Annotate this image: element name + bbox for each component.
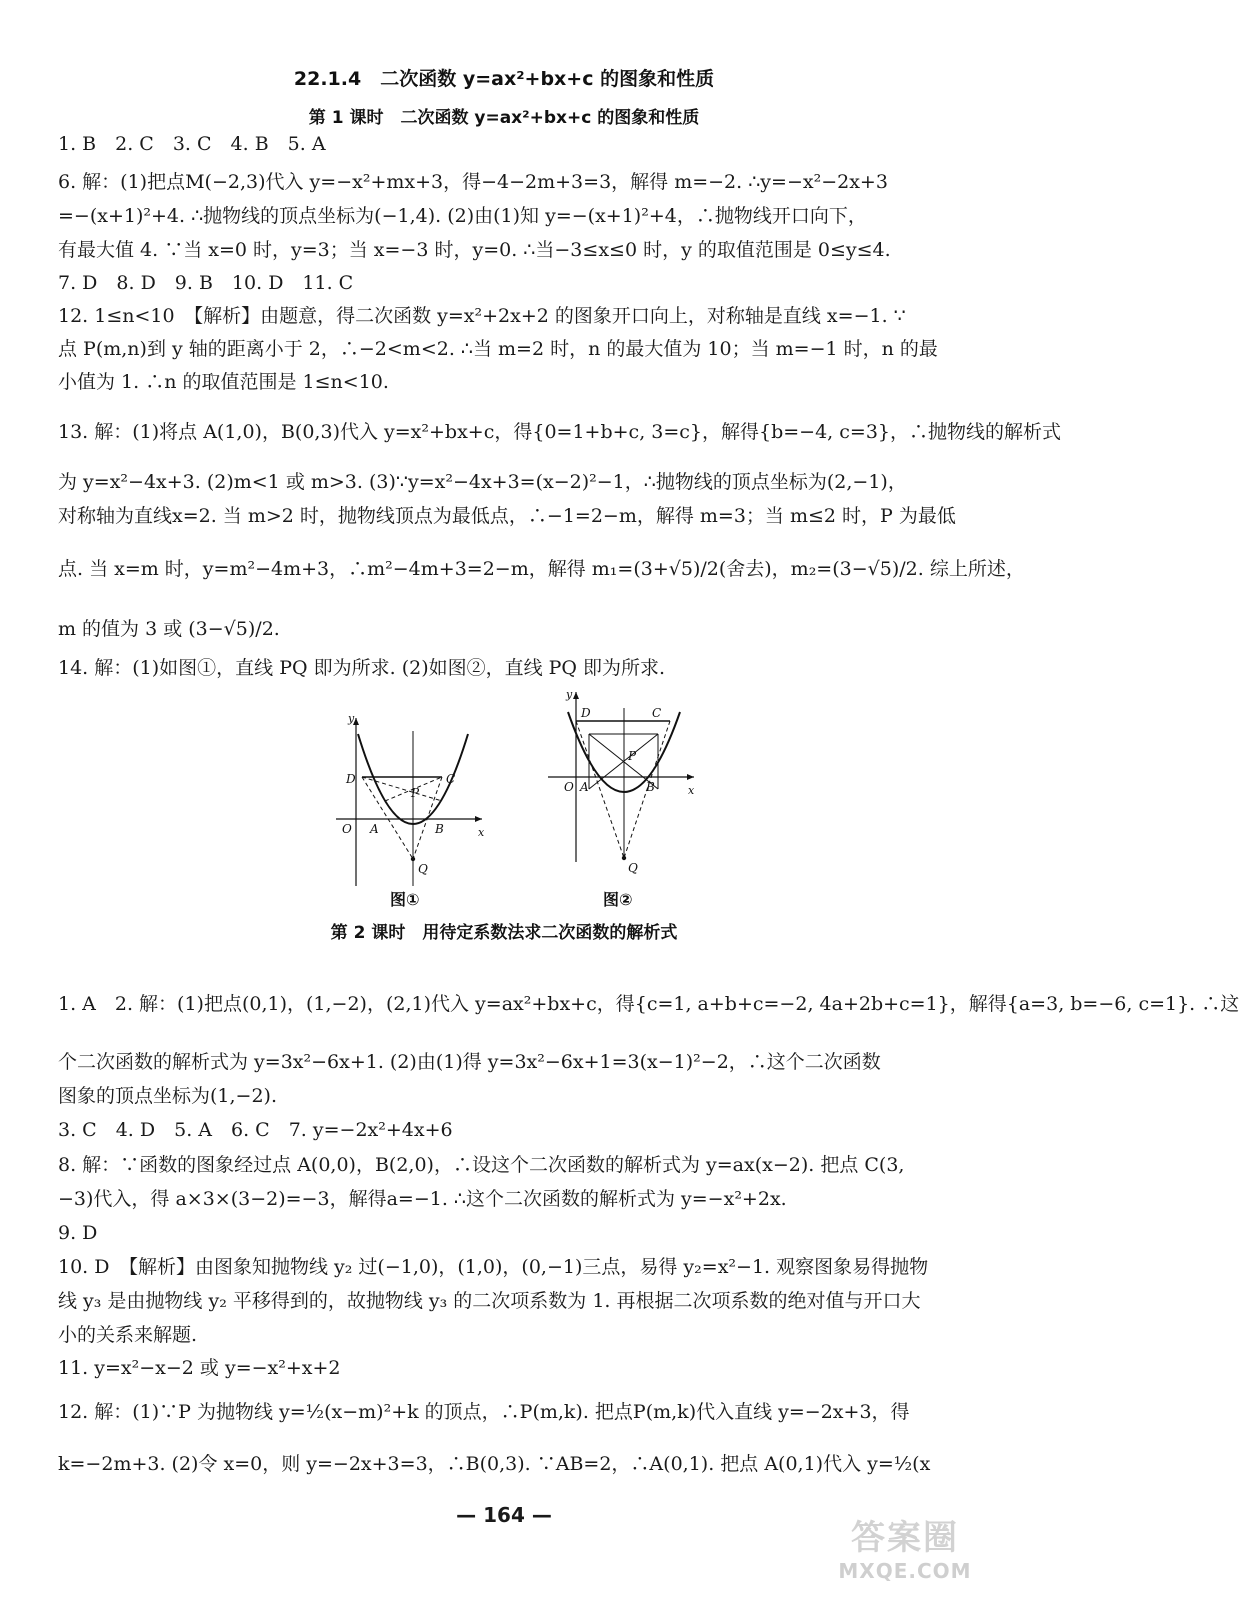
answer-line: 小值为 1. ∴n 的取值范围是 1≤n<10. — [58, 371, 389, 393]
answer-line: k=−2m+3. (2)令 x=0，则 y=−2x+3=3，∴B(0,3). ∵AB=2，∴A(0,1). 把点 A(0,1)代入 y=½(x — [58, 1453, 931, 1475]
x-axis-label: x — [688, 784, 695, 797]
origin-label: O — [564, 780, 574, 794]
answer-line: −3)代入，得 a×3×(3−2)=−3，解得a=−1. ∴这个二次函数的解析式为 y=−x²+2x. — [58, 1188, 787, 1210]
answer-line: 8. 解：∵函数的图象经过点 A(0,0)，B(2,0)，∴设这个二次函数的解析式为 y=ax(x−2). 把点 C(3, — [58, 1154, 905, 1176]
answer-line: 线 y₃ 是由抛物线 y₂ 平移得到的，故抛物线 y₃ 的二次项系数为 1. 再根据二次项系数的绝对值与开口大 — [58, 1290, 921, 1312]
section-heading: 22.1.4 二次函数 y=ax²+bx+c 的图象和性质 — [293, 68, 715, 90]
point-a-label: A — [580, 780, 589, 794]
answer-line: 图象的顶点坐标为(1,−2). — [58, 1085, 278, 1107]
answer-line: 6. 解：(1)把点M(−2,3)代入 y=−x²+mx+3，得−4−2m+3=3，解得 m=−2. ∴y=−x²−2x+3 — [58, 171, 888, 193]
answer-line: 1. A 2. 解：(1)把点(0,1)，(1,−2)，(2,1)代入 y=ax²+bx+c，得{c=1, a+b+c=−2, 4a+2b+c=1}，解得{a=3, b=−6, c=1}. ∴这 — [58, 993, 1239, 1015]
parabola-figures — [332, 686, 712, 912]
y-axis-label: y — [566, 688, 573, 701]
lesson2-heading: 第 2 课时 用待定系数法求二次函数的解析式 — [330, 923, 678, 943]
watermark-site: MXQE.COM — [838, 1559, 972, 1583]
answer-line: 对称轴为直线x=2. 当 m>2 时，抛物线顶点为最低点，∴−1=2−m，解得 m=3；当 m≤2 时，P 为最低 — [58, 505, 956, 527]
point-b-label: B — [646, 780, 655, 794]
watermark-text: 答案圈 — [851, 1518, 959, 1558]
answer-line: 个二次函数的解析式为 y=3x²−6x+1. (2)由(1)得 y=3x²−6x+1=3(x−1)²−2，∴这个二次函数 — [58, 1051, 881, 1073]
answer-line: 12. 解：(1)∵P 为抛物线 y=½(x−m)²+k 的顶点，∴P(m,k). 把点P(m,k)代入直线 y=−2x+3，得 — [58, 1401, 910, 1423]
lesson1-heading: 第 1 课时 二次函数 y=ax²+bx+c 的图象和性质 — [308, 108, 700, 128]
figure2-caption: 图② — [603, 890, 633, 909]
point-q-label: Q — [418, 862, 428, 876]
watermark-logo — [820, 1510, 990, 1590]
point-p-label: P — [411, 786, 420, 800]
point-b-label: B — [435, 822, 444, 836]
figure1-caption: 图① — [390, 890, 420, 909]
answer-line: 7. D 8. D 9. B 10. D 11. C — [58, 272, 354, 294]
y-axis-label: y — [348, 712, 355, 725]
point-a-label: A — [370, 822, 379, 836]
page-number: — 164 — — [456, 1503, 552, 1527]
origin-label: O — [342, 822, 352, 836]
answer-line: 9. D — [58, 1222, 98, 1244]
figure-1 — [336, 712, 485, 909]
answer-line: 13. 解：(1)将点 A(1,0)，B(0,3)代入 y=x²+bx+c，得{0=1+b+c, 3=c}，解得{b=−4, c=3}，∴抛物线的解析式 — [58, 421, 1062, 443]
answer-line: 小的关系来解题. — [58, 1324, 198, 1346]
answer-line: 14. 解：(1)如图①，直线 PQ 即为所求. (2)如图②，直线 PQ 即为所求. — [58, 657, 666, 679]
x-axis-label: x — [478, 826, 485, 839]
answer-line: 11. y=x²−x−2 或 y=−x²+x+2 — [58, 1357, 341, 1379]
answer-line: 12. 1≤n<10 【解析】由题意，得二次函数 y=x²+2x+2 的图象开口向上，对称轴是直线 x=−1. ∵ — [58, 305, 906, 327]
answer-line: 10. D 【解析】由图象知抛物线 y₂ 过(−1,0)，(1,0)，(0,−1)三点，易得 y₂=x²−1. 观察图象易得抛物 — [58, 1256, 929, 1278]
figure-2 — [548, 688, 695, 909]
point-d-label: D — [346, 772, 356, 786]
point-p-label: P — [628, 749, 637, 763]
answer-line: 为 y=x²−4x+3. (2)m<1 或 m>3. (3)∵y=x²−4x+3=(x−2)²−1，∴抛物线的顶点坐标为(2,−1)， — [58, 471, 907, 493]
point-c-label: C — [446, 772, 456, 786]
answer-line: 点 P(m,n)到 y 轴的距离小于 2，∴−2<m<2. ∴当 m=2 时，n 的最大值为 10；当 m=−1 时，n 的最 — [58, 338, 938, 360]
answer-line: 点. 当 x=m 时，y=m²−4m+3，∴m²−4m+3=2−m，解得 m₁=(3+√5)/2(舍去)，m₂=(3−√5)/2. 综上所述， — [58, 558, 1025, 580]
answer-line: =−(x+1)²+4. ∴抛物线的顶点坐标为(−1,4). (2)由(1)知 y=−(x+1)²+4，∴抛物线开口向下， — [58, 205, 867, 227]
answer-line: 3. C 4. D 5. A 6. C 7. y=−2x²+4x+6 — [58, 1119, 453, 1141]
point-d-label: D — [581, 706, 591, 720]
point-q-label: Q — [628, 861, 638, 875]
point-c-label: C — [652, 706, 662, 720]
answer-line: 有最大值 4. ∵当 x=0 时，y=3；当 x=−3 时，y=0. ∴当−3≤x≤0 时，y 的取值范围是 0≤y≤4. — [58, 239, 891, 261]
answer-line: m 的值为 3 或 (3−√5)/2. — [58, 618, 280, 640]
answer-line: 1. B 2. C 3. C 4. B 5. A — [58, 133, 326, 155]
